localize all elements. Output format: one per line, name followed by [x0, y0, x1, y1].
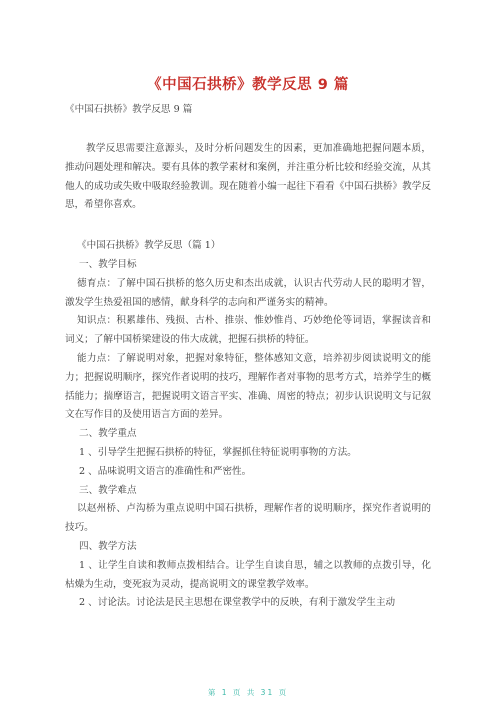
section-title: 《中国石拱桥》教学反思（篇 1） — [77, 240, 221, 252]
list-item: 2 、讨论法。讨论法是民主思想在课堂教学中的反映，有利于激发学生主动 — [79, 597, 396, 609]
list-item: 1 、让学生自读和教师点拨相结合。让学生自读自思，辅之以教师的点拨引导，化枯燥为生动，变死寂为灵动，提高说明文的课堂教学效率。 — [65, 559, 431, 590]
intro-paragraph: 教学反思需要注意源头，及时分析问题发生的因素，更加准确地把握问题本质，推动问题处理和解决。要有具体的教学素材和案例，并注重分析比较和经验交流，从其他人的成功或失败中吸取经验教训。现在随着小编一起往下看看《中国石拱桥》教学反思，希望你喜欢。 — [65, 143, 431, 211]
paragraph-moral: 德育点：了解中国石拱桥的悠久历史和杰出成就，认识古代劳动人民的聪明才智，激发学生热爱祖国的感情，献身科学的志向和严谨务实的精神。 — [65, 277, 431, 308]
heading-key-points: 二、教学重点 — [79, 428, 137, 440]
list-item: 1 、引导学生把握石拱桥的特征，掌握抓住特征说明事物的方法。 — [79, 446, 357, 458]
paragraph-knowledge: 知识点：积累雄伟、残损、古朴、推崇、惟妙惟肖、巧妙绝伦等词语，掌握读音和词义；了解中国桥梁建设的伟大成就，把握石拱桥的特征。 — [65, 315, 431, 346]
list-item: 2 、品味说明文语言的准确性和严密性。 — [79, 465, 252, 477]
document-title: 《中国石拱桥》教学反思 9 篇 — [147, 77, 349, 93]
document-body — [65, 140, 431, 613]
document-subtitle: 《中国石拱桥》教学反思 9 篇 — [65, 104, 193, 115]
paragraph-ability: 能力点：了解说明对象，把握对象特征，整体感知文意，培养初步阅读说明文的能力；把握说明顺序，探究作者说明的技巧，理解作者对事物的思考方式，培养学生的概括能力；揣摩语言，把握说明文语言平实、准确、周密的特点；初步认识说明文与记叙文在写作目的及使用语言方面的差异。 — [65, 352, 431, 421]
heading-objectives: 一、教学目标 — [79, 258, 137, 270]
paragraph-gap — [65, 215, 431, 237]
page-number: 第 1 页 共 31 页 — [207, 688, 289, 697]
paragraph-difficulties: 以赵州桥、卢沟桥为重点说明中国石拱桥，理解作者的说明顺序，探究作者说明的技巧。 — [65, 503, 431, 534]
heading-difficulties: 三、教学难点 — [79, 484, 137, 496]
heading-methods: 四、教学方法 — [79, 540, 137, 552]
